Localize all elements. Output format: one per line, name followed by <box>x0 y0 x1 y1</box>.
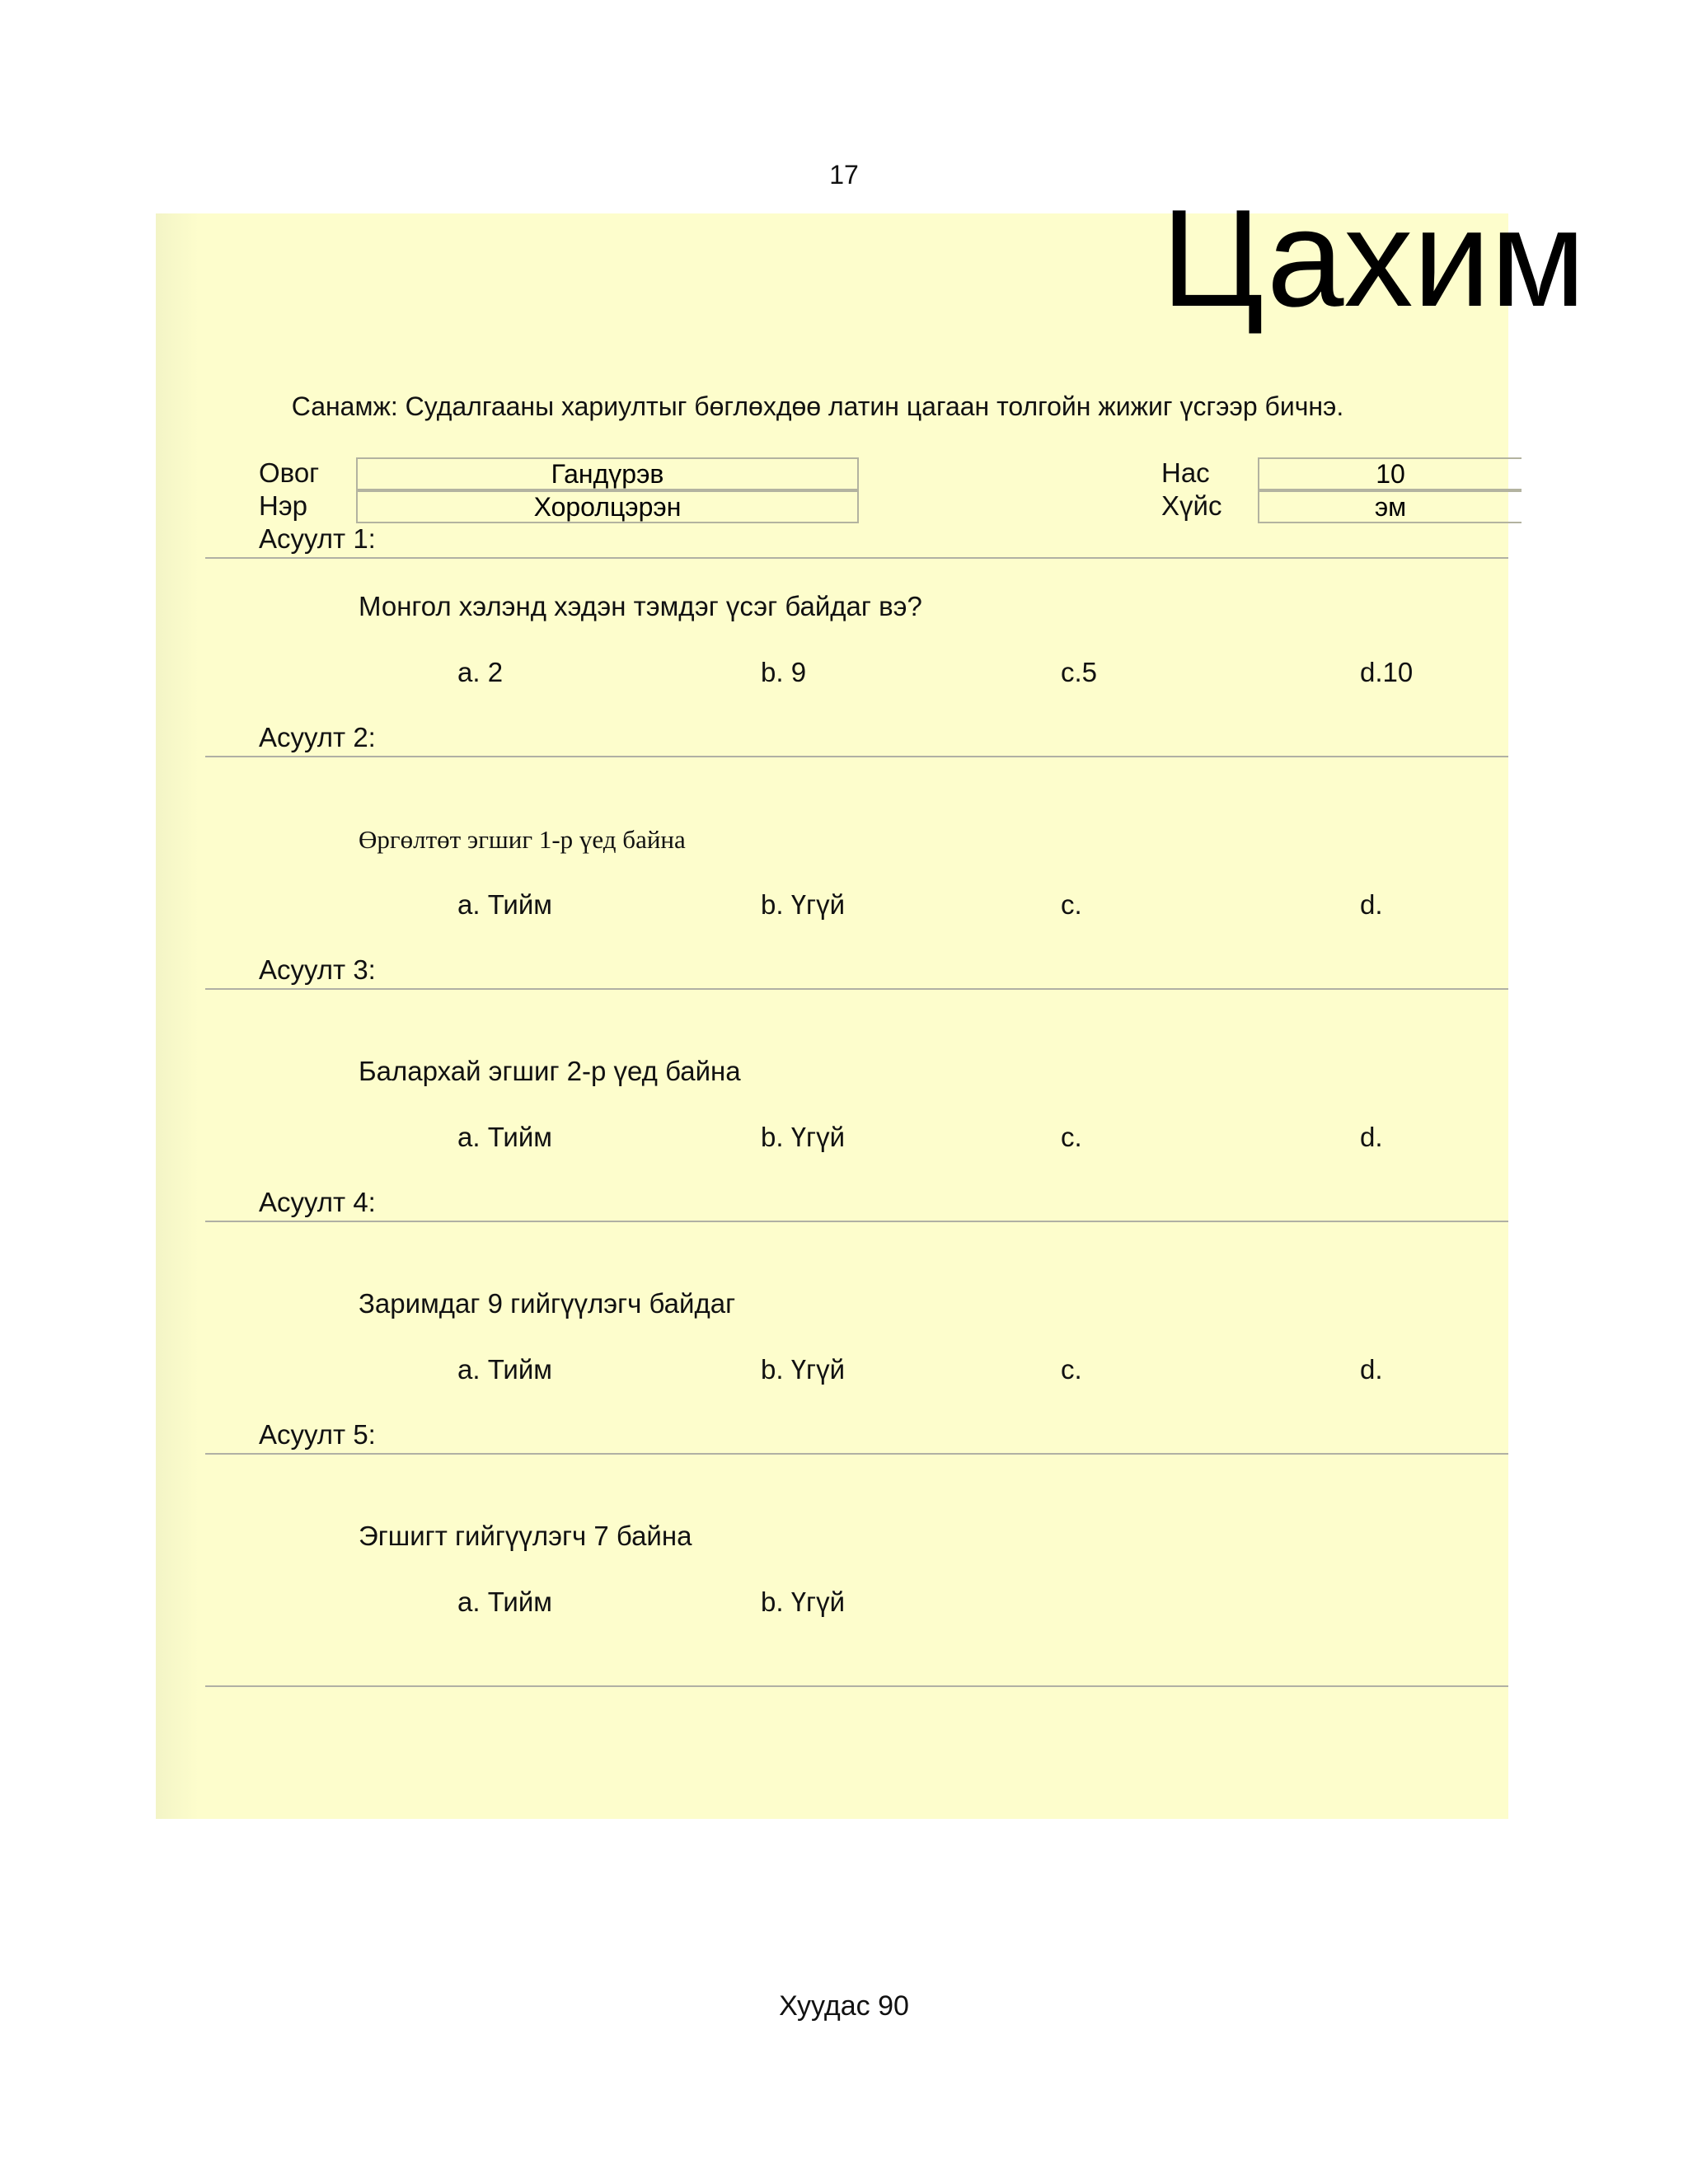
last-name-field[interactable] <box>356 457 859 490</box>
question-3-option-d[interactable]: d. <box>1360 1122 1383 1152</box>
question-2-option-c[interactable]: c. <box>1061 889 1082 920</box>
question-3-divider <box>205 988 1508 990</box>
last-name-label: Овог <box>259 457 320 488</box>
question-1-text: Монгол хэлэнд хэдэн тэмдэг үсэг байдаг вэ? <box>359 591 922 621</box>
question-4-divider <box>205 1221 1508 1222</box>
age-field[interactable] <box>1258 457 1522 490</box>
gender-label: Хүйс <box>1161 490 1222 521</box>
age-label: Нас <box>1161 457 1210 488</box>
question-1-option-a[interactable]: a. 2 <box>457 657 504 687</box>
sheet-left-shade <box>156 213 199 1819</box>
question-2-option-a[interactable]: a. Тийм <box>457 889 552 920</box>
question-3-option-a[interactable]: a. Тийм <box>457 1122 552 1152</box>
page-number: 17 <box>829 160 859 190</box>
question-1-option-c[interactable]: c.5 <box>1061 657 1098 687</box>
question-1-divider <box>205 557 1508 559</box>
question-5-label: Асуулт 5: <box>259 1419 376 1450</box>
first-name-label: Нэр <box>259 490 308 521</box>
question-4-text: Заримдаг 9 гийгүүлэгч байдаг <box>359 1288 736 1319</box>
question-1-option-d[interactable]: d.10 <box>1360 657 1414 687</box>
question-5-text: Эгшигт гийгүүлэгч 7 байна <box>359 1521 692 1551</box>
question-3-text: Балархай эгшиг 2-р үед байна <box>359 1056 741 1086</box>
first-name-field[interactable] <box>356 490 859 523</box>
question-1-label: Асуулт 1: <box>259 523 376 554</box>
question-5-option-a[interactable]: a. Тийм <box>457 1586 552 1617</box>
question-2-option-b[interactable]: b. Үгүй <box>761 889 846 920</box>
question-5-option-b[interactable]: b. Үгүй <box>761 1586 846 1617</box>
question-4-label: Асуулт 4: <box>259 1187 376 1217</box>
question-4-option-c[interactable]: c. <box>1061 1354 1082 1385</box>
survey-sheet <box>156 180 1586 1819</box>
question-4-option-b[interactable]: b. Үгүй <box>761 1354 846 1385</box>
sheet-title: Цахим <box>1161 180 1586 335</box>
gender-field[interactable] <box>1258 490 1522 523</box>
question-5-divider <box>205 1453 1508 1455</box>
bottom-divider <box>205 1685 1508 1687</box>
question-4-option-d[interactable]: d. <box>1360 1354 1383 1385</box>
instruction-note: Санамж: Судалгааны хариултыг бөглөхдөө латин цагаан толгойн жижиг үсгээр бичнэ. <box>291 391 1344 421</box>
page-footer: Хуудас 90 <box>779 1990 909 2022</box>
question-2-label: Асуулт 2: <box>259 722 376 752</box>
question-4-option-a[interactable]: a. Тийм <box>457 1354 552 1385</box>
question-3-option-b[interactable]: b. Үгүй <box>761 1122 846 1152</box>
question-3-option-c[interactable]: c. <box>1061 1122 1082 1152</box>
question-2-option-d[interactable]: d. <box>1360 889 1383 920</box>
question-3-label: Асуулт 3: <box>259 954 376 985</box>
question-2-divider <box>205 756 1508 757</box>
question-2-text: Өргөлтөт эгшиг 1-р үед байна <box>359 825 686 854</box>
question-1-option-b[interactable]: b. 9 <box>761 657 807 687</box>
